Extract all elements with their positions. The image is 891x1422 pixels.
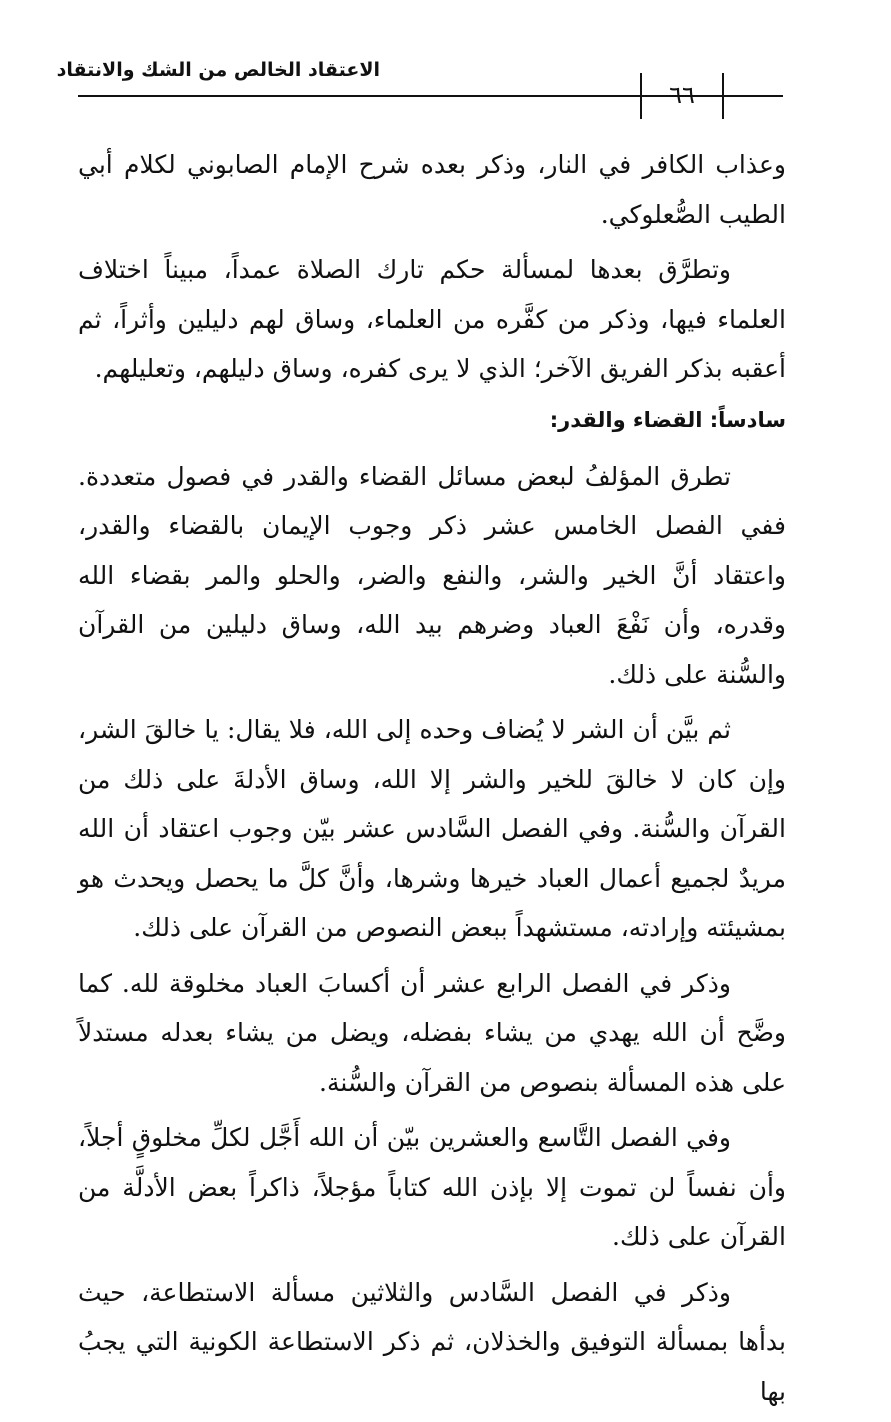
body-text [78, 140, 786, 1422]
page-number: ٦٦ [669, 81, 695, 109]
page-number-bar-right [722, 73, 724, 119]
paragraph: وفي الفصل التَّاسع والعشرين بيّن أن الله أَجَّل لكلِّ مخلوقٍ أجلاً، وأن نفساً لن تموت إلا بإذن الله كتاباً مؤجلاً، ذاكراً بعض الأدلَّة من القرآن على ذلك. [78, 1123, 786, 1251]
section-heading: سادساً: القضاء والقدر: [549, 407, 786, 432]
paragraph: وذكر في الفصل السَّادس والثلاثين مسألة الاستطاعة، حيث بدأها بمسألة التوفيق والخذلان، ثم ذكر الاستطاعة الكونية التي يجبُ بها [78, 1277, 786, 1406]
paragraph: ثم بيَّن أن الشر لا يُضاف وحده إلى الله، فلا يقال: يا خالقَ الشر، وإن كان لا خالقَ للخير والشر إلا الله، وساق الأدلةَ على ذلك من القرآن والسُّنة. وفي الفصل السَّادس عشر بيّن وجوب اعتقاد أن الله مريدٌ لجميع أعمال العباد خيرها وشرها، وأنَّ كلَّ ما يحصل ويحدث هو بمشيئته وإرادته، مستشهداً ببعض النصوص من القرآن على ذلك. [78, 715, 786, 942]
paragraph: تطرق المؤلفُ لبعض مسائل القضاء والقدر في فصول متعددة. ففي الفصل الخامس عشر ذكر وجوب الإيمان بالقضاء والقدر، واعتقاد أنَّ الخير والشر، والنفع والضر، والحلو والمر بقضاء الله وقدره، وأن نَفْعَ العباد وضرهم بيد الله، وساق دليلين من القرآن والسُّنة على ذلك. [78, 461, 786, 689]
paragraph: وذكر في الفصل الرابع عشر أن أكسابَ العباد مخلوقة لله. كما وضَّح أن الله يهدي من يشاء بفضله، ويضل من يشاء بعدله مستدلاً على هذه المسألة بنصوص من القرآن والسُّنة. [78, 968, 786, 1097]
running-title: الاعتقاد الخالص من الشك والانتقاد [56, 59, 380, 81]
paragraph: وتطرَّق بعدها لمسألة حكم تارك الصلاة عمداً، مبيناً اختلاف العلماء فيها، وذكر من كفَّره من العلماء، وساق لهم دليلين وأثراً، ثم أعقبه بذكر الفريق الآخر؛ الذي لا يرى كفره، وساق دليلهم، وتعليلهم. [78, 255, 786, 383]
paragraph: وعذاب الكافر في النار، وذكر بعده شرح الإمام الصابوني لكلام أبي الطيب الصُّعلوكي. [78, 150, 786, 229]
page-number-bar-left [640, 73, 642, 119]
